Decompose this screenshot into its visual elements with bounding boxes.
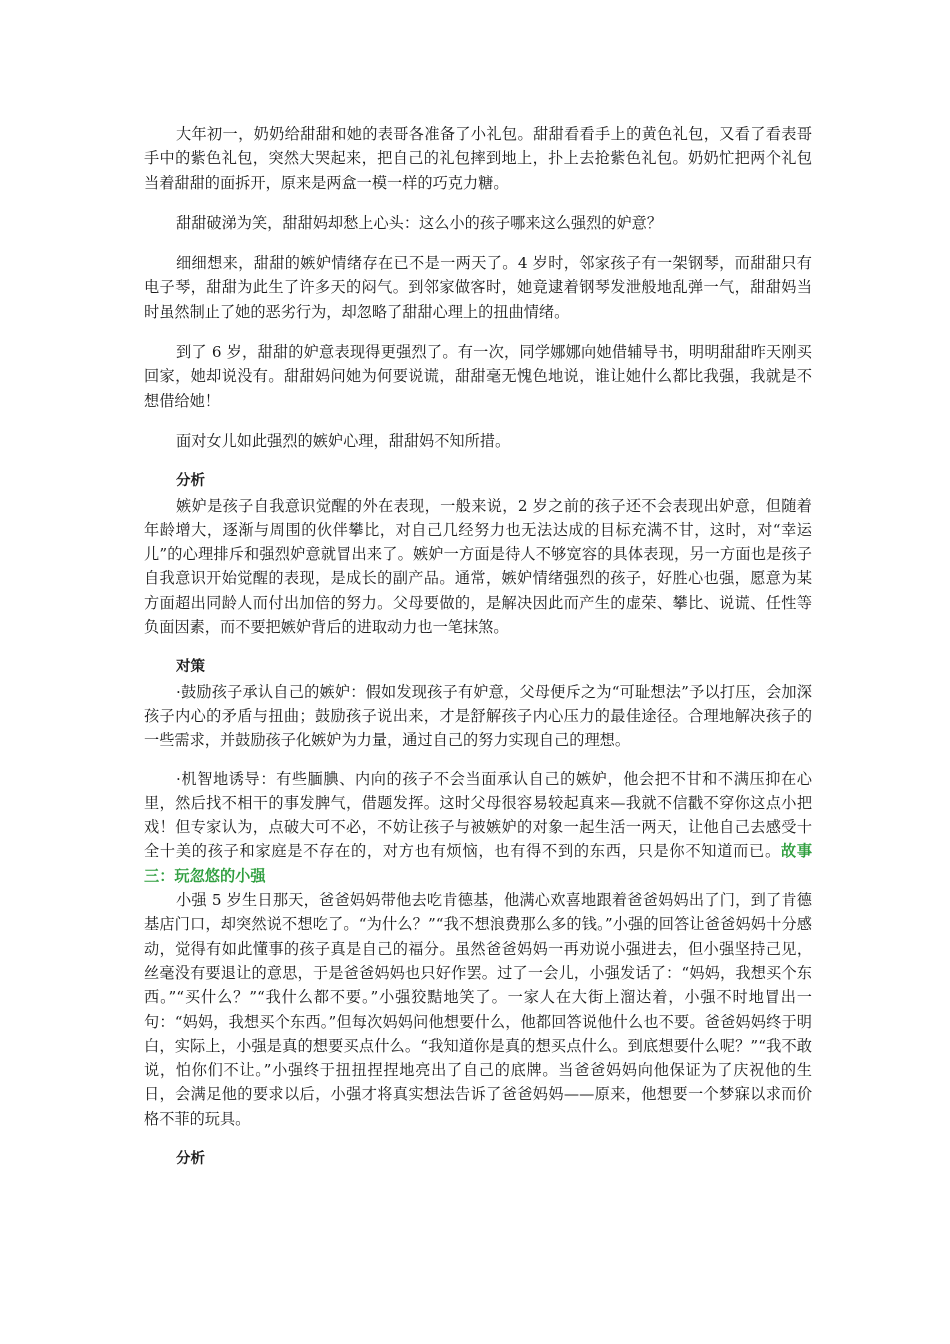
analysis-paragraph: 嫉妒是孩子自我意识觉醒的外在表现，一般来说，2 岁之前的孩子还不会表现出妒意，但随着年龄增大，逐渐与周围的伙伴攀比，对自己几经努力也无法达成的目标充满不甘，这时，对“幸运儿”的心理排斥和强烈妒意就冒出来了。嫉妒一方面是待人不够宽容的具体表现，另一方面也是孩子自我意识开始觉醒的表现，是成长的副产品。通常，嫉妒情绪强烈的孩子，好胜心也强，愿意为某方面超出同龄人而付出加倍的努力。父母要做的，是解决因此而产生的虚荣、攀比、说谎、任性等负面因素，而不要把嫉妒背后的进取动力也一笔抹煞。 bbox=[144, 496, 812, 637]
story-paragraph-4: 到了 6 岁，甜甜的妒意表现得更强烈了。有一次，同学娜娜向她借辅导书，明明甜甜昨天刚买回家，她却说没有。甜甜妈问她为何要说谎，甜甜毫无愧色地说，谁让她什么都比我强，我就是不想借给她！ bbox=[144, 343, 812, 410]
document-page bbox=[144, 122, 812, 1171]
analysis-heading: 分析 bbox=[176, 473, 205, 490]
analysis-heading-2: 分析 bbox=[176, 1150, 205, 1167]
story-three-paragraph: 小强 5 岁生日那天，爸爸妈妈带他去吃肯德基，他满心欢喜地跟着爸爸妈妈出了门，到了肯德基店门口，却突然说不想吃了。“为什么？”“我不想浪费那么多的钱。”小强的回答让爸爸妈妈十分感动，觉得有如此懂事的孩子真是自己的福分。虽然爸爸妈妈一再劝说小强进去，但小强坚持己见，丝毫没有要退让的意思，于是爸爸妈妈也只好作罢。过了一会儿，小强发话了：“妈妈，我想买个东西。”“买什么？”“我什么都不要。”小强狡黠地笑了。一家人在大街上溜达着，小强不时地冒出一句：“妈妈，我想买个东西。”但每次妈妈问他想要什么，他都回答说他什么也不要。爸爸妈妈终于明白，实际上，小强是真的想要买点什么。“我知道你是真的想买点什么。到底想要什么呢？”“我不敢说，怕你们不让。”小强终于扭扭捏捏地亮出了自己的底牌。当爸爸妈妈向他保证为了庆祝他的生日，会满足他的要求以后，小强才将真实想法告诉了爸爸妈妈——原来，他想要一个梦寐以求而价格不菲的玩具。 bbox=[144, 891, 812, 1128]
strategy-item-2-text: ·机智地诱导：有些腼腆、内向的孩子不会当面承认自己的嫉妒，他会把不甘和不满压抑在心里，然后找不相干的事发脾气，借题发挥。这时父母很容易较起真来—我就不信戳不穿你这点小把戏！但专家认为，点破大可不必，不妨让孩子与被嫉妒的对象一起生活一两天，让他自己去感受十全十美的孩子和家庭是不存在的，对方也有烦恼，也有得不到的东西，只是你不知道而已。 bbox=[144, 769, 812, 861]
story-paragraph-1: 大年初一，奶奶给甜甜和她的表哥各准备了小礼包。甜甜看看手上的黄色礼包，又看了看表哥手中的紫色礼包，突然大哭起来，把自己的礼包摔到地上，扑上去抢紫色礼包。奶奶忙把两个礼包当着甜甜的面拆开，原来是两盒一模一样的巧克力糖。 bbox=[144, 125, 812, 192]
strategy-item-1: ·鼓励孩子承认自己的嫉妒：假如发现孩子有妒意，父母便斥之为“可耻想法”予以打压，会加深孩子内心的矛盾与扭曲；鼓励孩子说出来，才是舒解孩子内心压力的最佳途径。合理地解决孩子的一些需求，并鼓励孩子化嫉妒为力量，通过自己的努力实现自己的理想。 bbox=[144, 682, 812, 750]
story-paragraph-3: 细细想来，甜甜的嫉妒情绪存在已不是一两天了。4 岁时，邻家孩子有一架钢琴，而甜甜只有电子琴，甜甜为此生了许多天的闷气。到邻家做客时，她竟逮着钢琴发泄般地乱弹一气，甜甜妈当时虽然制止了她的恶劣行为，却忽略了甜甜心理上的扭曲情绪。 bbox=[144, 254, 812, 321]
story-paragraph-2: 甜甜破涕为笑，甜甜妈却愁上心头：这么小的孩子哪来这么强烈的妒意？ bbox=[176, 213, 662, 232]
story-paragraph-5: 面对女儿如此强烈的嫉妒心理，甜甜妈不知所措。 bbox=[176, 431, 511, 450]
strategy-item-2 bbox=[144, 767, 812, 888]
strategy-heading: 对策 bbox=[176, 659, 205, 676]
story-three-title: 故事三：玩忽悠的小强 bbox=[144, 842, 813, 885]
